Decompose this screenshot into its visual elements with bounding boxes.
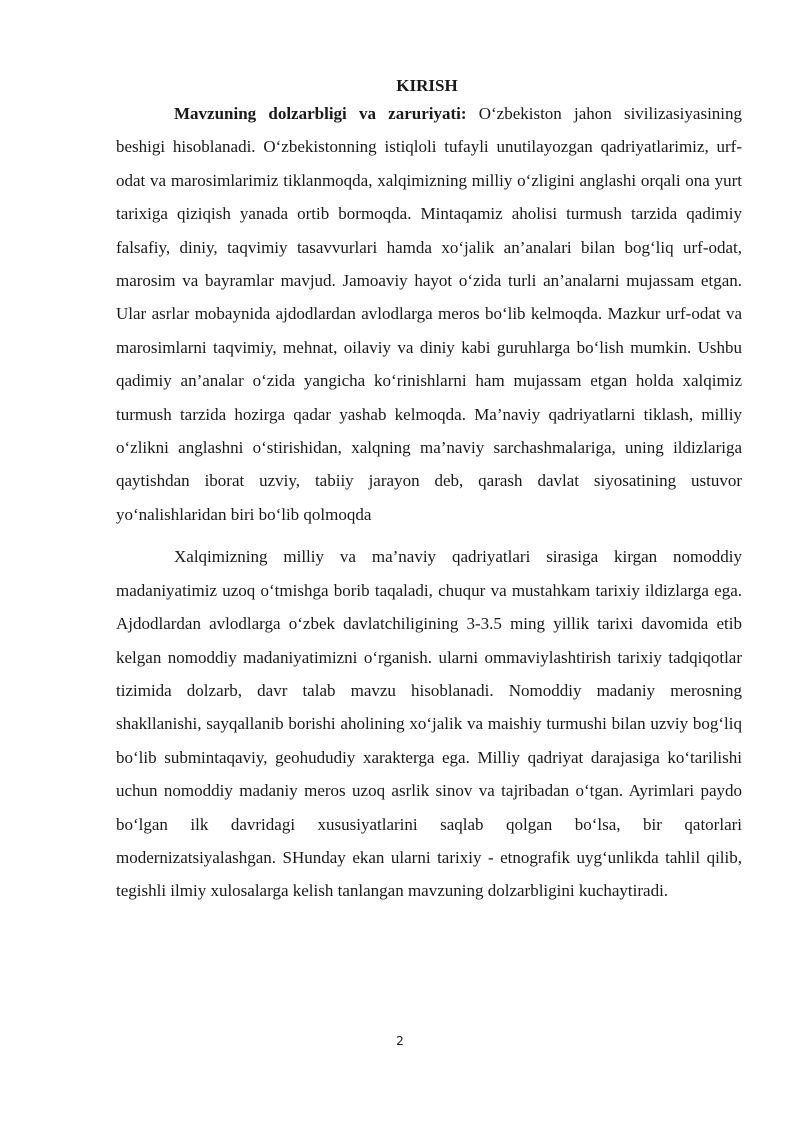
paragraph-body: O‘zbekiston jahon sivilizasiyasining beshigi hisoblanadi. O‘zbekistonning istiqloli tufayli unutilayozgan qadriyatlarimiz, urf-odat va marosimlarimiz tiklanmoqda, xalqimizning milliy o‘zligini anglashi orqali ona yurt tarixiga qiziqish yanada ortib bormoqda. Mintaqamiz aholisi turmush tarzida qadimiy falsafiy, diniy, taqvimiy tasavvurlari hamda xo‘jalik an’analari bilan bog‘liq urf-odat, marosim va bayramlar mavjud. Jamoaviy hayot o‘zida turli an’analarni mujassam etgan. Ular asrlar mobaynida ajdodlardan avlodlarga meros bo‘lib kelmoqda. Mazkur urf-odat va marosimlarni taqvimiy, mehnat, oilaviy va diniy kabi guruhlarga bo‘lish mumkin. Ushbu qadimiy an’analar o‘zida yangicha ko‘rinishlarni ham mujassam etgan holda xalqimiz turmush tarzida hozirga qadar yashab kelmoqda. Ma’naviy qadriyatlarni tiklash, milliy o‘zlikni anglashni o‘stirishidan, xalqning ma’naviy sarchashmalariga, uning ildizlariga qaytishdan iborat uzviy, tabiiy jarayon deb, qarash davlat siyosatining ustuvor yo‘nalishlaridan biri bo‘lib qolmoqda	[116, 104, 743, 524]
paragraph-lead: Mavzuning dolzarbligi va zaruriyati:	[174, 104, 467, 123]
paragraph-heritage	[116, 540, 742, 907]
paragraph-body: Xalqimizning milliy va ma’naviy qadriyatlari sirasiga kirgan nomoddiy madaniyatimiz uzoq o‘tmishga borib taqaladi, chuqur va mustahkam tarixiy ildizlarga ega. Ajdodlardan avlodlarga o‘zbek davlatchiligining 3-3.5 ming yillik tarixi davomida etib kelgan nomoddiy madaniyatimizni o‘rganish. ularni ommaviylashtirish tarixiy tadqiqotlar tizimida dolzarb, davr talab mavzu hisoblanadi. Nomoddiy madaniy merosning shakllanishi, sayqallanib borishi aholining xo‘jalik va maishiy turmushi bilan uzviy bog‘liq bo‘lib submintaqaviy, geohududiy xarakterga ega. Milliy qadriyat darajasiga ko‘tarilishi uchun nomoddiy madaniy meros uzoq asrlik sinov va tajribadan o‘tgan. Ayrimlari paydo bo‘lgan ilk davridagi xususiyatlarini saqlab qolgan bo‘lsa, bir qatorlari modernizatsiyalashgan. SHunday ekan ularni tarixiy - etnografik uyg‘unlikda tahlil qilib, tegishli ilmiy xulosalarga kelish tanlangan mavzuning dolzarbligini kuchaytiradi.	[116, 547, 742, 901]
page-number: 2	[396, 1034, 404, 1048]
paragraph-relevance	[116, 97, 742, 531]
section-title: KIRISH	[396, 76, 458, 95]
document-page	[116, 75, 742, 908]
